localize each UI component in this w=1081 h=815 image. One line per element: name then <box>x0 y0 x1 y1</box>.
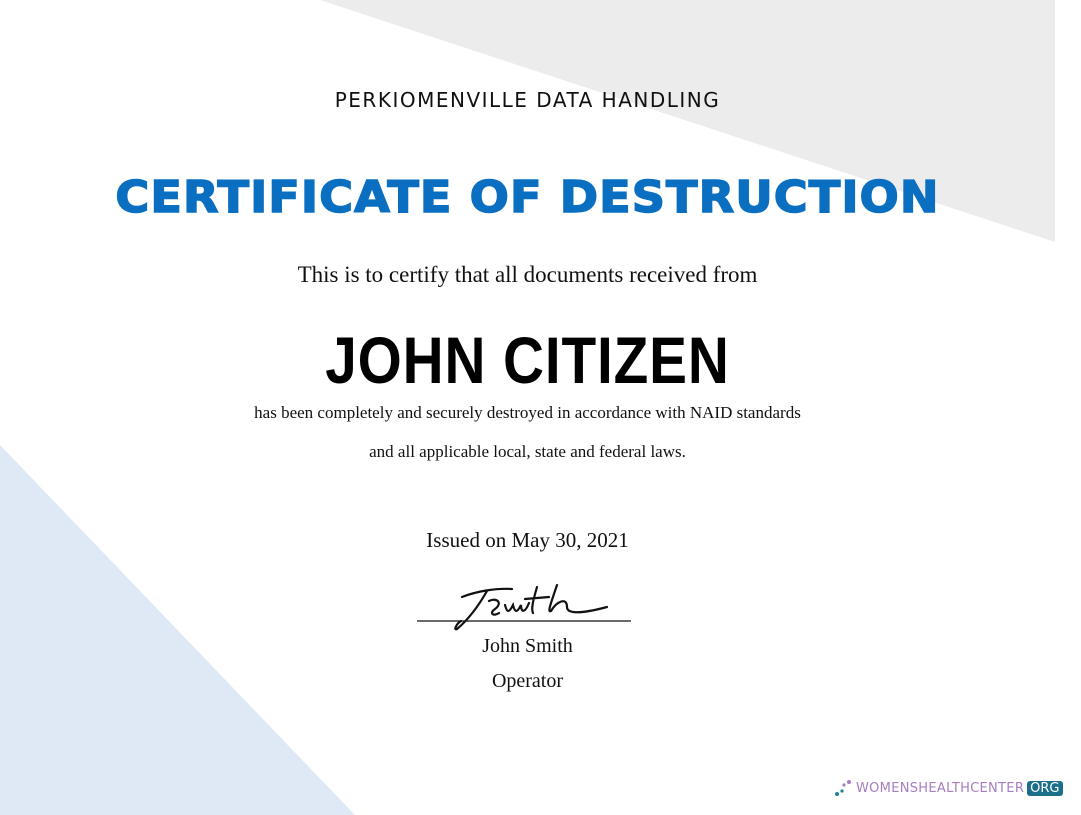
statement-line-1: has been completely and securely destroyed in accordance with NAID standards <box>254 403 801 422</box>
organization-name: PERKIOMENVILLE DATA HANDLING <box>334 88 721 112</box>
watermark-logo <box>834 779 1063 797</box>
signatory-role: Operator <box>491 670 564 692</box>
statement-line-2: and all applicable local, state and federal laws. <box>369 442 686 461</box>
intro-text: This is to certify that all documents received from <box>297 262 758 287</box>
certificate-title: CERTIFICATE OF DESTRUCTION <box>115 172 940 223</box>
watermark-suffix: ORG <box>1027 781 1062 796</box>
issue-date: Issued on May 30, 2021 <box>426 528 629 552</box>
signatory-name: John Smith <box>482 635 573 657</box>
watermark-text: WOMENSHEALTHCENTER <box>856 780 1025 796</box>
dots-icon <box>834 779 852 797</box>
signature <box>417 583 633 633</box>
recipient-name: JOHN CITIZEN <box>325 323 730 397</box>
blue-triangle <box>0 445 355 815</box>
